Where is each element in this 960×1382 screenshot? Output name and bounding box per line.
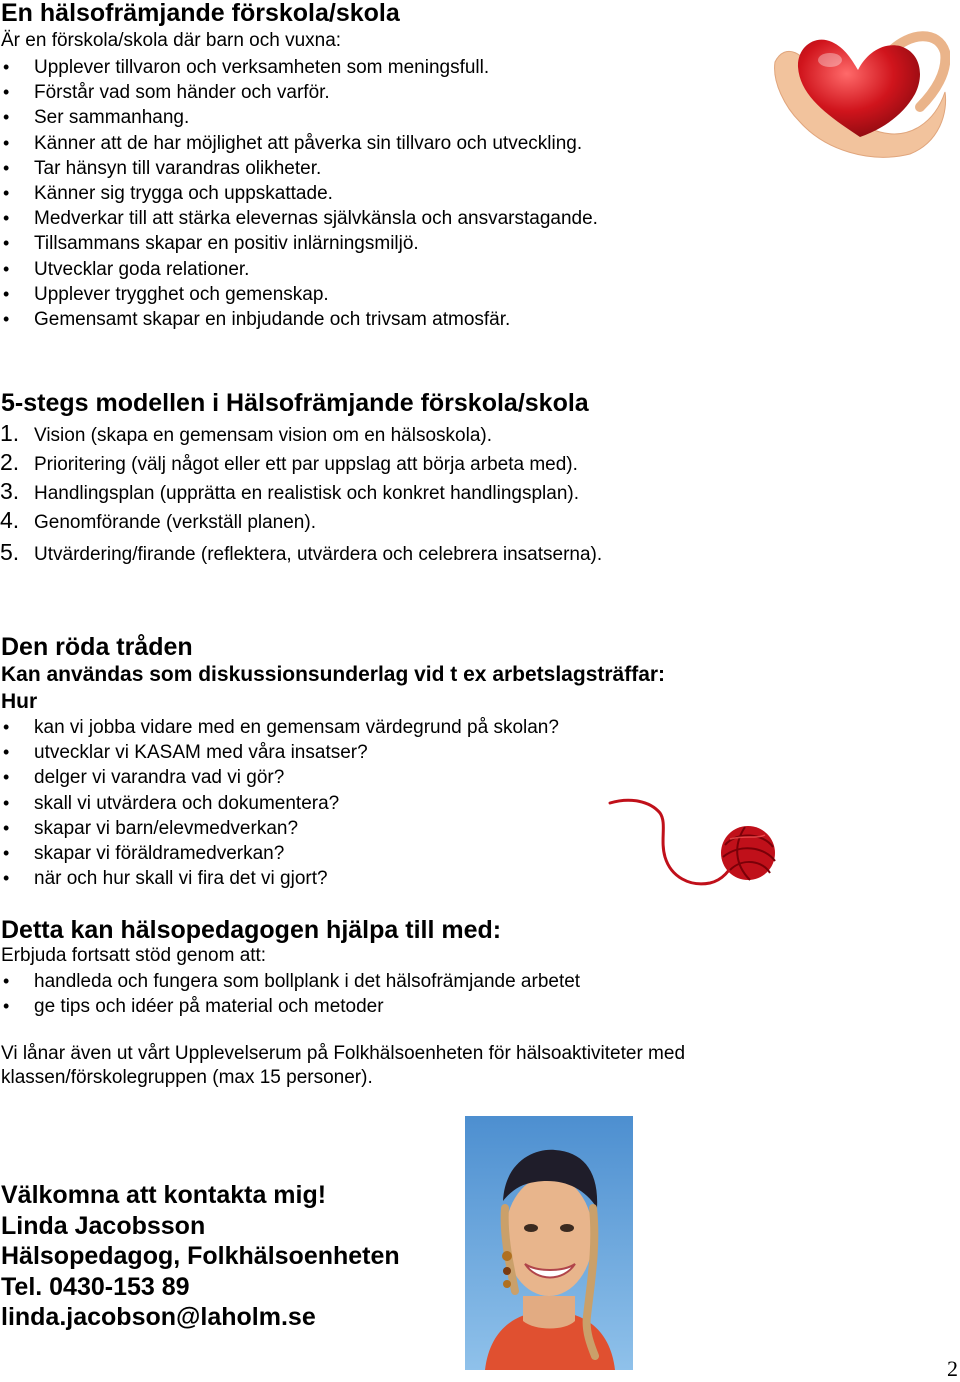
heart-in-hands-image — [770, 22, 950, 162]
step-number: 4. — [0, 507, 20, 533]
five-step-list — [0, 420, 602, 568]
step-number: 2. — [0, 449, 20, 475]
list-item: • kan vi jobba vidare med en gemensam värdegrund på skolan? — [0, 715, 559, 740]
page-number: 2 — [947, 1356, 958, 1381]
step-item — [0, 507, 602, 539]
list-item: • när och hur skall vi fira det vi gjort? — [0, 866, 559, 891]
list-item: • skapar vi barn/elevmedverkan? — [0, 816, 559, 841]
support-heading: Detta kan hälsopedagogen hjälpa till med: — [1, 916, 502, 944]
portrait-photo — [465, 1116, 633, 1370]
intro-text: Är en förskola/skola där barn och vuxna: — [1, 30, 342, 51]
list-item: • ge tips och idéer på material och metoder — [0, 994, 580, 1019]
support-list — [0, 969, 580, 1019]
contact-block — [1, 1180, 400, 1333]
list-item: • Tar hänsyn till varandras olikheter. — [0, 156, 598, 181]
list-item: • Känner att de har möjlighet att påverka sin tillvaro och utveckling. — [0, 131, 598, 156]
list-item: • utvecklar vi KASAM med våra insatser? — [0, 740, 559, 765]
contact-email[interactable]: linda.jacobson@laholm.se — [1, 1303, 316, 1331]
list-item: • Tillsammans skapar en positiv inlärningsmiljö. — [0, 231, 598, 256]
support-intro: Erbjuda fortsatt stöd genom att: — [1, 945, 267, 966]
contact-role: Hälsopedagog, Folkhälsoenheten — [1, 1242, 400, 1270]
step-item — [0, 420, 602, 449]
model-heading: 5-stegs modellen i Hälsofrämjande förskola/skola — [1, 389, 589, 417]
step-text: Handlingsplan (upprätta en realistisk och konkret handlingsplan). — [34, 483, 579, 504]
list-item: • Känner sig trygga och uppskattade. — [0, 181, 598, 206]
list-item: • Ser sammanhang. — [0, 105, 598, 130]
page-title: En hälsofrämjande förskola/skola — [1, 0, 400, 27]
step-text: Prioritering (välj något eller ett par uppslag att börja arbeta med). — [34, 454, 578, 475]
list-item: • skall vi utvärdera och dokumentera? — [0, 791, 559, 816]
step-text: Utvärdering/firande (reflektera, utvärdera och celebrera insatserna). — [34, 544, 603, 565]
red-yarn-ball-image — [605, 795, 785, 895]
step-item — [0, 478, 602, 507]
school-criteria-list — [0, 55, 598, 332]
red-thread-lead: Hur — [1, 690, 38, 713]
contact-phone: Tel. 0430-153 89 — [1, 1272, 190, 1301]
list-item: • Förstår vad som händer och varför. — [0, 80, 598, 105]
list-item: • Gemensamt skapar en inbjudande och trivsam atmosfär. — [0, 307, 598, 332]
step-text: Genomförande (verkställ planen). — [34, 512, 316, 533]
step-number: 3. — [0, 478, 20, 504]
step-number: 1. — [0, 420, 20, 446]
list-item: • Upplever tillvaron och verksamheten som meningsfull. — [0, 55, 598, 80]
contact-welcome: Välkomna att kontakta mig! — [1, 1181, 327, 1209]
list-item: • Upplever trygghet och gemenskap. — [0, 282, 598, 307]
discussion-questions-list — [0, 715, 559, 891]
contact-name: Linda Jacobsson — [1, 1211, 206, 1240]
step-number: 5. — [0, 539, 20, 565]
step-item — [0, 449, 602, 478]
list-item: • handleda och fungera som bollplank i det hälsofrämjande arbetet — [0, 969, 580, 994]
list-item: • skapar vi föräldramedverkan? — [0, 841, 559, 866]
list-item: • Medverkar till att stärka elevernas självkänsla och ansvarstagande. — [0, 206, 598, 231]
step-text: Vision (skapa en gemensam vision om en hälsoskola). — [34, 425, 492, 446]
list-item: • delger vi varandra vad vi gör? — [0, 765, 559, 790]
red-thread-subtitle: Kan användas som diskussionsunderlag vid t ex arbetslagsträffar: — [1, 663, 666, 686]
list-item: • Utvecklar goda relationer. — [0, 257, 598, 282]
red-thread-heading: Den röda tråden — [1, 633, 193, 661]
loan-paragraph: Vi lånar även ut vårt Upplevelserum på Folkhälsoenheten för hälsoaktiviteter med klassen/förskolegruppen (max 15 personer). — [1, 1043, 686, 1088]
step-item — [0, 539, 602, 568]
